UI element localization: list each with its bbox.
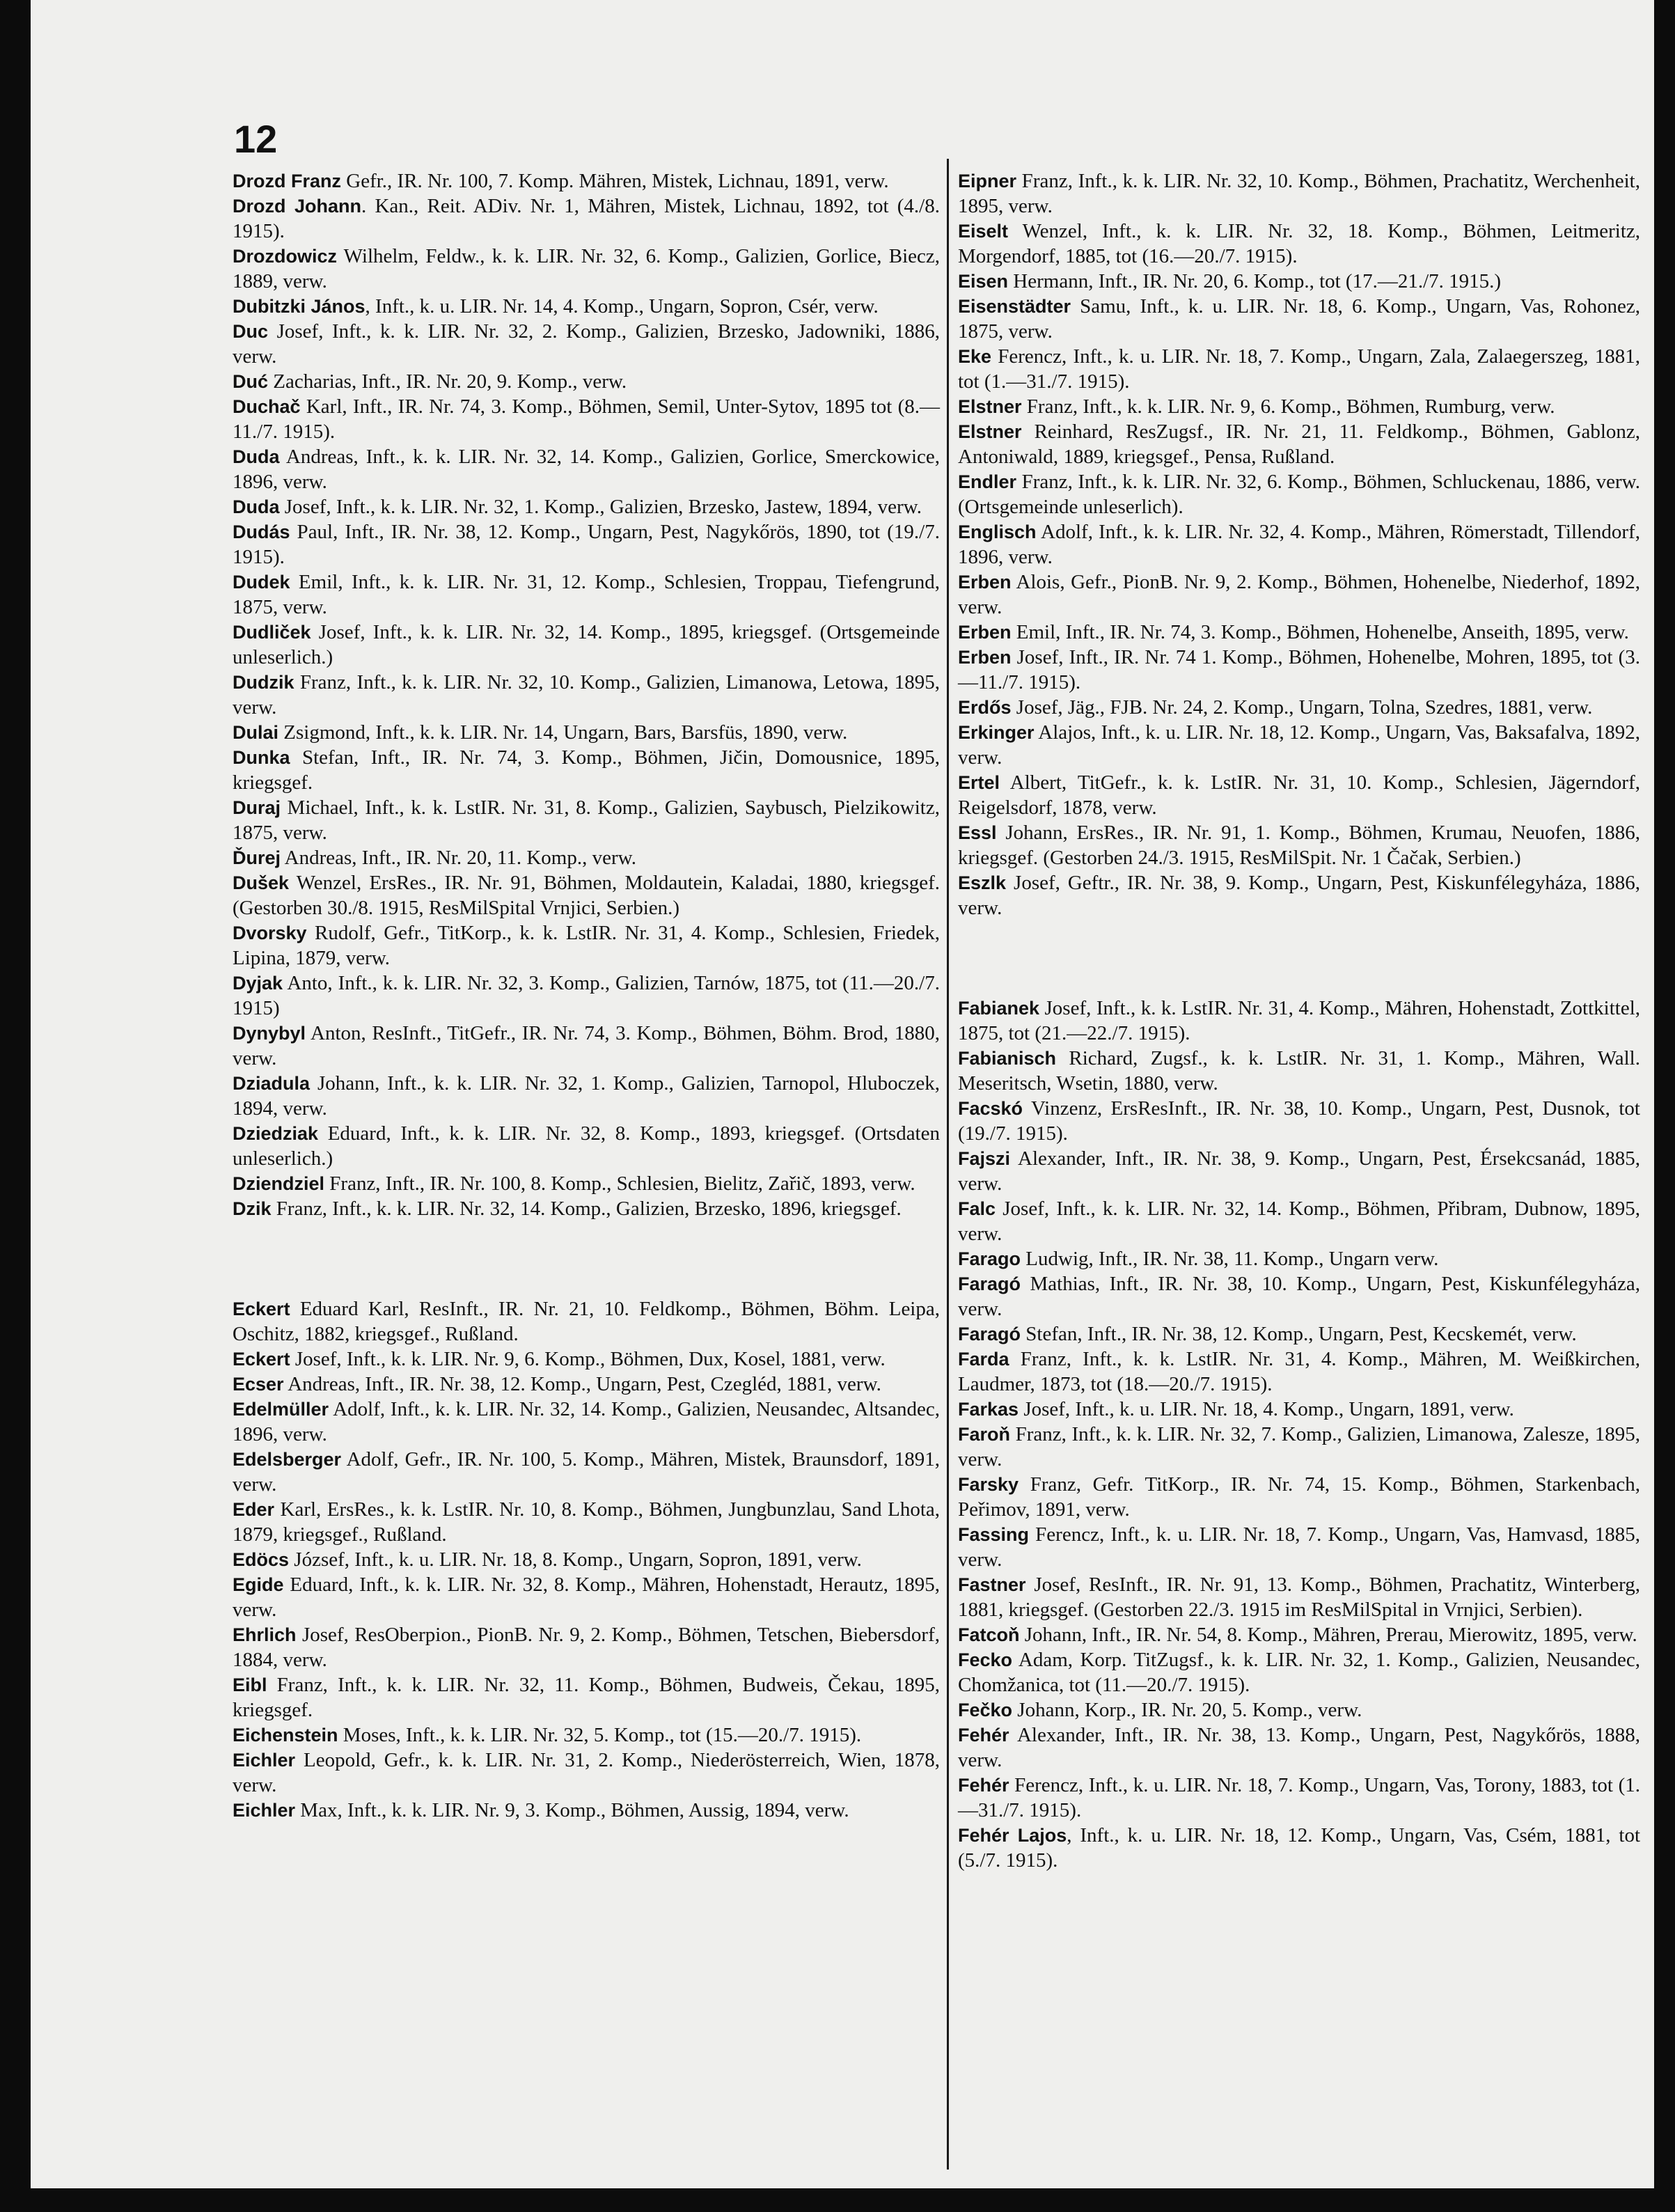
entry-group-e (958, 168, 1640, 920)
entry-details: Wenzel, ErsRes., IR. Nr. 91, Böhmen, Moldautein, Kaladai, 1880, kriegsgef. (Gestorben 30./8. 1915, ResMilSpital Vrnjici, Serbien.) (233, 872, 940, 919)
entry-surname: Ecser (233, 1374, 284, 1395)
entry-details: Josef, Inft., k. k. LstIR. Nr. 31, 4. Komp., Mähren, Hohenstadt, Zottkittel, 1875, tot (21.—22./7. 1915). (958, 997, 1640, 1044)
entry-details: Josef, ResInft., IR. Nr. 91, 13. Komp., Böhmen, Prachatitz, Winterberg, 1881, kriegsgef. (Gestorben 22./3. 1915 im ResMilSpital in Vrnjici, Serbien). (958, 1574, 1640, 1621)
list-item (233, 294, 940, 319)
entry-details: Ferencz, Inft., k. u. LIR. Nr. 18, 7. Komp., Ungarn, Vas, Torony, 1883, tot (1.—31./7. 1915). (958, 1774, 1640, 1821)
entry-surname: Elstner (958, 421, 1022, 442)
list-item (958, 1046, 1640, 1096)
list-item (958, 1572, 1640, 1622)
entry-details: Eduard, Inft., k. k. LIR. Nr. 32, 8. Komp., 1893, kriegsgef. (Ortsdaten unleserlich.) (233, 1122, 940, 1170)
entry-group-d (233, 168, 940, 1221)
list-item (958, 820, 1640, 870)
entry-surname: Faroň (958, 1424, 1011, 1445)
entry-details: Franz, Inft., k. k. LIR. Nr. 32, 7. Komp., Galizien, Limanowa, Zalesze, 1895, verw. (958, 1423, 1640, 1470)
entry-surname: Fatcoň (958, 1624, 1020, 1645)
entry-details: Franz, Inft., k. k. LIR. Nr. 32, 11. Komp., Böhmen, Budweis, Čekau, 1895, kriegsgef. (233, 1674, 940, 1721)
entry-details: Franz, Inft., k. k. LIR. Nr. 32, 10. Komp., Böhmen, Prachatitz, Werchenheit, 1895, verw. (958, 170, 1640, 217)
entry-group-e (233, 1296, 940, 1823)
list-item (233, 1672, 940, 1723)
list-item (958, 645, 1640, 695)
entry-details: Adam, Korp. TitZugsf., k. k. LIR. Nr. 32, 1. Komp., Galizien, Neusandec, Chomžanica, tot (11.—20./7. 1915). (958, 1649, 1640, 1696)
entry-surname: Fajszi (958, 1148, 1011, 1169)
list-item (958, 1622, 1640, 1647)
list-item (233, 1497, 940, 1547)
section-gap (958, 920, 1640, 996)
list-item (233, 319, 940, 369)
entry-details: Adolf, Inft., k. k. LIR. Nr. 32, 4. Komp., Mähren, Römerstadt, Tillendorf, 1896, verw. (958, 521, 1640, 568)
entry-details: Samu, Inft., k. u. LIR. Nr. 18, 6. Komp., Ungarn, Vas, Rohonez, 1875, verw. (958, 295, 1640, 343)
entry-details: Franz, Inft., k. k. LstIR. Nr. 31, 4. Komp., Mähren, M. Weißkirchen, Laudmer, 1873, tot (18.—20./7. 1915). (958, 1348, 1640, 1395)
list-item (233, 620, 940, 670)
list-item (958, 1472, 1640, 1522)
list-item (233, 519, 940, 570)
entry-details: Hermann, Inft., IR. Nr. 20, 6. Komp., tot (17.—21./7. 1915.) (1008, 270, 1502, 292)
list-item (233, 1572, 940, 1622)
list-item (233, 670, 940, 720)
entry-surname: Duć (233, 371, 269, 392)
entry-surname: Eibl (233, 1674, 267, 1695)
entry-details: Wilhelm, Feldw., k. k. LIR. Nr. 32, 6. Komp., Galizien, Gorlice, Biecz, 1889, verw. (233, 245, 940, 292)
entry-details: Moses, Inft., k. k. LIR. Nr. 32, 5. Komp., tot (15.—20./7. 1915). (338, 1724, 862, 1746)
list-item (958, 695, 1640, 720)
list-item (958, 294, 1640, 344)
entry-surname: Erdős (958, 697, 1012, 718)
list-item (958, 1697, 1640, 1723)
entry-surname: Dudek (233, 572, 290, 593)
entry-surname: Drozdowicz (233, 246, 338, 267)
column-divider (947, 159, 949, 2170)
entry-surname: Eiselt (958, 221, 1009, 242)
entry-details: Franz, Inft., k. k. LIR. Nr. 9, 6. Komp., Böhmen, Rumburg, verw. (1021, 395, 1555, 418)
list-item (233, 745, 940, 795)
entry-surname: Eckert (233, 1349, 290, 1370)
entry-details: Andreas, Inft., k. k. LIR. Nr. 32, 14. Komp., Galizien, Gorlice, Smerckowice, 1896, verw. (233, 446, 940, 493)
entry-surname: Fastner (958, 1574, 1026, 1595)
section-gap (233, 1221, 940, 1296)
entry-surname: Farkas (958, 1399, 1019, 1420)
entry-details: Josef, ResOberpion., PionB. Nr. 9, 2. Komp., Böhmen, Tetschen, Biebersdorf, 1884, verw. (233, 1624, 940, 1671)
entry-surname: Eke (958, 346, 992, 367)
list-item (233, 845, 940, 870)
list-item (233, 1071, 940, 1121)
entry-surname: Endler (958, 471, 1017, 492)
list-item (958, 1271, 1640, 1321)
entry-details: Albert, TitGefr., k. k. LstIR. Nr. 31, 10. Komp., Schlesien, Jägerndorf, Reigelsdorf, 1878, verw. (958, 771, 1640, 819)
entry-details: Karl, Inft., IR. Nr. 74, 3. Komp., Böhmen, Semil, Unter-Sytov, 1895 tot (8.—11./7. 1915). (233, 395, 940, 443)
entry-surname: Eisen (958, 271, 1009, 292)
entry-details: Zacharias, Inft., IR. Nr. 20, 9. Komp., verw. (268, 370, 627, 393)
list-item (233, 1547, 940, 1572)
list-item (233, 1723, 940, 1748)
list-item (958, 1647, 1640, 1697)
entry-surname: Eichler (233, 1750, 296, 1771)
entry-details: Ferencz, Inft., k. u. LIR. Nr. 18, 7. Komp., Ungarn, Vas, Hamvasd, 1885, verw. (958, 1523, 1640, 1571)
entry-details: Anton, ResInft., TitGefr., IR. Nr. 74, 3. Komp., Böhmen, Böhm. Brod, 1880, verw. (233, 1022, 940, 1069)
entry-surname: Erkinger (958, 722, 1035, 743)
entry-details: Johann, Inft., k. k. LIR. Nr. 32, 1. Komp., Galizien, Tarnopol, Hluboczek, 1894, verw. (233, 1072, 940, 1120)
entry-surname: Dziendziel (233, 1173, 325, 1194)
list-item (233, 244, 940, 294)
entry-details: Adolf, Gefr., IR. Nr. 100, 5. Komp., Mähren, Mistek, Braunsdorf, 1891, verw. (233, 1448, 940, 1496)
list-item (958, 1146, 1640, 1196)
list-item (958, 219, 1640, 269)
entry-details: Michael, Inft., k. k. LstIR. Nr. 31, 8. Komp., Galizien, Saybusch, Pielzikowitz, 1875, verw. (233, 797, 940, 844)
list-item (233, 1622, 940, 1672)
list-item (958, 269, 1640, 294)
entry-surname: Eichler (233, 1800, 296, 1821)
list-item (958, 1773, 1640, 1823)
list-item (233, 394, 940, 444)
list-item (958, 620, 1640, 645)
list-item (233, 1171, 940, 1196)
entry-details: Andreas, Inft., IR. Nr. 20, 11. Komp., verw. (281, 847, 636, 869)
entry-details: Josef, Inft., k. k. LIR. Nr. 32, 14. Komp., 1895, kriegsgef. (Ortsgemeinde unleserlich.) (233, 621, 940, 668)
entry-details: Zsigmond, Inft., k. k. LIR. Nr. 14, Ungarn, Bars, Barsfüs, 1890, verw. (278, 721, 848, 744)
entry-surname: Dziadula (233, 1073, 310, 1094)
entry-surname: Faragó (958, 1324, 1021, 1344)
entry-details: Johann, ErsRes., IR. Nr. 91, 1. Komp., Böhmen, Krumau, Neuofen, 1886, kriegsgef. (Gestorben 24./3. 1915, ResMilSpit. Nr. 1 Čačak, Serbien.) (958, 822, 1640, 869)
list-item (958, 1823, 1640, 1873)
entry-details: Vinzenz, ErsResInft., IR. Nr. 38, 10. Komp., Ungarn, Pest, Dusnok, tot (19./7. 1915). (958, 1097, 1640, 1145)
list-item (233, 194, 940, 244)
entry-surname: Erben (958, 647, 1012, 668)
entry-details: Johann, Inft., IR. Nr. 54, 8. Komp., Mähren, Prerau, Mierowitz, 1895, verw. (1019, 1624, 1637, 1646)
list-item (233, 795, 940, 845)
entry-details: Josef, Inft., IR. Nr. 74 1. Komp., Böhmen, Hohenelbe, Mohren, 1895, tot (3.—11./7. 1915). (958, 646, 1640, 693)
entry-surname: Elstner (958, 396, 1022, 417)
list-item (958, 570, 1640, 620)
entry-surname: Edelmüller (233, 1399, 329, 1420)
entry-surname: Eipner (958, 171, 1017, 191)
list-item (958, 720, 1640, 770)
list-item (958, 870, 1640, 920)
entry-details: Andreas, Inft., IR. Nr. 38, 12. Komp., Ungarn, Pest, Czegléd, 1881, verw. (283, 1373, 881, 1395)
entry-surname: Duda (233, 496, 280, 517)
list-item (958, 344, 1640, 394)
entry-details: . Kan., Reit. ADiv. Nr. 1, Mähren, Mistek, Lichnau, 1892, tot (4./8. 1915). (233, 195, 940, 242)
entry-surname: Duchač (233, 396, 301, 417)
entry-surname: Erben (958, 622, 1012, 643)
entry-details: Josef, Inft., k. u. LIR. Nr. 18, 4. Komp., Ungarn, 1891, verw. (1019, 1398, 1514, 1420)
entry-details: Wenzel, Inft., k. k. LIR. Nr. 32, 18. Komp., Böhmen, Leitmeritz, Morgendorf, 1885, tot (16.—20./7. 1915). (958, 220, 1640, 267)
list-item (958, 1196, 1640, 1246)
entry-surname: Dudás (233, 521, 290, 542)
entry-surname: Edelsberger (233, 1449, 342, 1470)
list-item (958, 394, 1640, 419)
list-item (958, 1321, 1640, 1347)
entry-group-f (958, 996, 1640, 1873)
list-item (233, 1447, 940, 1497)
list-item (233, 1121, 940, 1171)
entry-surname: Eckert (233, 1299, 290, 1319)
list-item (233, 870, 940, 920)
list-item (233, 1372, 940, 1397)
entry-details: Adolf, Inft., k. k. LIR. Nr. 32, 14. Komp., Galizien, Neusandec, Altsandec, 1896, verw. (233, 1398, 940, 1445)
list-item (233, 971, 940, 1021)
entry-details: Paul, Inft., IR. Nr. 38, 12. Komp., Ungarn, Pest, Nagykőrös, 1890, tot (19./7. 1915). (233, 521, 940, 568)
entry-surname: Fassing (958, 1524, 1030, 1545)
entry-details: Josef, Inft., k. k. LIR. Nr. 32, 14. Komp., Böhmen, Přibram, Dubnow, 1895, verw. (958, 1198, 1640, 1245)
entry-surname: Dudzik (233, 672, 294, 693)
entry-surname: Ehrlich (233, 1624, 297, 1645)
list-item (233, 1296, 940, 1347)
list-item (233, 1397, 940, 1447)
scan-border-bottom (0, 2188, 1675, 2212)
entry-details: , Inft., k. u. LIR. Nr. 18, 12. Komp., Ungarn, Vas, Csém, 1881, tot (5./7. 1915). (958, 1824, 1641, 1872)
entry-surname: Dušek (233, 872, 290, 893)
entry-details: Gefr., IR. Nr. 100, 7. Komp. Mähren, Mistek, Lichnau, 1891, verw. (341, 170, 889, 192)
list-item (233, 570, 940, 620)
entry-details: Mathias, Inft., IR. Nr. 38, 10. Komp., Ungarn, Pest, Kiskunfélegyháza, verw. (958, 1273, 1640, 1320)
entry-details: Stefan, Inft., IR. Nr. 74, 3. Komp., Böhmen, Jičin, Domousnice, 1895, kriegsgef. (233, 746, 940, 794)
entry-details: Ferencz, Inft., k. u. LIR. Nr. 18, 7. Komp., Ungarn, Zala, Zalaegerszeg, 1881, tot (1.—31./7. 1915). (958, 345, 1640, 393)
list-item (958, 1347, 1640, 1397)
list-item (233, 720, 940, 745)
entry-details: József, Inft., k. u. LIR. Nr. 18, 8. Komp., Ungarn, Sopron, 1891, verw. (289, 1548, 862, 1571)
page-number: 12 (234, 117, 278, 161)
list-item (233, 168, 940, 194)
list-item (233, 444, 940, 494)
scan-border-left (0, 0, 31, 2212)
entry-details: Franz, Inft., k. k. LIR. Nr. 32, 10. Komp., Galizien, Limanowa, Letowa, 1895, verw. (233, 671, 940, 719)
entry-surname: Fehér Lajos (958, 1825, 1067, 1846)
entry-surname: Falc (958, 1198, 996, 1219)
entry-details: Anto, Inft., k. k. LIR. Nr. 32, 3. Komp., Galizien, Tarnów, 1875, tot (11.—20./7. 1915) (233, 972, 940, 1019)
entry-surname: Fabianisch (958, 1048, 1057, 1069)
left-column (233, 168, 940, 1823)
entry-details: Alexander, Inft., IR. Nr. 38, 9. Komp., Ungarn, Pest, Érsekcsanád, 1885, verw. (958, 1147, 1640, 1195)
entry-surname: Fehér (958, 1775, 1009, 1796)
entry-surname: Eichenstein (233, 1725, 338, 1746)
entry-surname: Duraj (233, 797, 281, 818)
entry-surname: Dziedziak (233, 1123, 319, 1144)
entry-surname: Farsky (958, 1474, 1019, 1495)
list-item (233, 1196, 940, 1221)
entry-surname: Eszlk (958, 872, 1007, 893)
list-item (958, 1723, 1640, 1773)
entry-details: Josef, Inft., k. k. LIR. Nr. 32, 1. Komp., Galizien, Brzesko, Jastew, 1894, verw. (279, 496, 922, 518)
list-item (958, 168, 1640, 219)
list-item (958, 1522, 1640, 1572)
entry-details: Rudolf, Gefr., TitKorp., k. k. LstIR. Nr. 31, 4. Komp., Schlesien, Friedek, Lipina, 1879, verw. (233, 922, 940, 969)
entry-surname: Dubitzki János (233, 296, 365, 317)
entry-surname: Erben (958, 572, 1012, 593)
list-item (233, 1748, 940, 1798)
entry-surname: Dunka (233, 747, 290, 768)
entry-details: Ludwig, Inft., IR. Nr. 38, 11. Komp., Ungarn verw. (1021, 1248, 1439, 1270)
entry-details: Reinhard, ResZugsf., IR. Nr. 21, 11. Feldkomp., Böhmen, Gablonz, Antoniwald, 1889, kriegsgef., Pensa, Rußland. (958, 421, 1640, 468)
list-item (958, 1246, 1640, 1271)
list-item (233, 1798, 940, 1823)
entry-surname: Edöcs (233, 1549, 290, 1570)
list-item (958, 469, 1640, 519)
entry-surname: Eder (233, 1499, 275, 1520)
entry-details: Josef, Inft., k. k. LIR. Nr. 9, 6. Komp., Böhmen, Dux, Kosel, 1881, verw. (290, 1348, 886, 1370)
entry-surname: Drozd Johann (233, 196, 361, 217)
entry-details: Josef, Inft., k. k. LIR. Nr. 32, 2. Komp., Galizien, Brzesko, Jadowniki, 1886, verw. (233, 320, 940, 368)
entry-details: Karl, ErsRes., k. k. LstIR. Nr. 10, 8. Komp., Böhmen, Jungbunzlau, Sand Lhota, 1879, kriegsgef., Rußland. (233, 1498, 940, 1546)
entry-surname: Fehér (958, 1725, 1009, 1746)
entry-details: Franz, Inft., k. k. LIR. Nr. 32, 14. Komp., Galizien, Brzesko, 1896, kriegsgef. (271, 1198, 902, 1220)
entry-surname: Egide (233, 1574, 284, 1595)
entry-details: Eduard, Inft., k. k. LIR. Nr. 32, 8. Komp., Mähren, Hohenstadt, Herautz, 1895, verw. (233, 1574, 940, 1621)
entry-details: Alajos, Inft., k. u. LIR. Nr. 18, 12. Komp., Ungarn, Vas, Baksafalva, 1892, verw. (958, 721, 1640, 769)
entry-details: Eduard Karl, ResInft., IR. Nr. 21, 10. Feldkomp., Böhmen, Böhm. Leipa, Oschitz, 1882, kriegsgef., Rußland. (233, 1298, 940, 1345)
entry-surname: Farda (958, 1349, 1009, 1370)
entry-surname: Dvorsky (233, 923, 307, 943)
entry-surname: Eisenstädter (958, 296, 1071, 317)
entry-surname: Dyjak (233, 973, 283, 994)
entry-details: Alois, Gefr., PionB. Nr. 9, 2. Komp., Böhmen, Hohenelbe, Niederhof, 1892, verw. (958, 571, 1640, 618)
entry-surname: Fabianek (958, 998, 1040, 1019)
entry-surname: Essl (958, 822, 997, 843)
entry-surname: Dulai (233, 722, 279, 743)
list-item (233, 369, 940, 394)
entry-details: Max, Inft., k. k. LIR. Nr. 9, 3. Komp., Böhmen, Aussig, 1894, verw. (295, 1799, 849, 1821)
entry-details: , Inft., k. u. LIR. Nr. 14, 4. Komp., Ungarn, Sopron, Csér, verw. (365, 295, 879, 317)
entry-details: Johann, Korp., IR. Nr. 20, 5. Komp., verw. (1012, 1699, 1362, 1721)
right-column (958, 168, 1640, 1873)
entry-surname: Duda (233, 446, 280, 467)
list-item (233, 1021, 940, 1071)
entry-surname: Faragó (958, 1273, 1021, 1294)
entry-details: Josef, Geftr., IR. Nr. 38, 9. Komp., Ungarn, Pest, Kiskunfélegyháza, 1886, verw. (958, 872, 1640, 919)
list-item (958, 996, 1640, 1046)
entry-details: Franz, Inft., k. k. LIR. Nr. 32, 6. Komp., Böhmen, Schluckenau, 1886, verw. (Ortsgemeinde unleserlich). (958, 471, 1640, 518)
entry-surname: Drozd Franz (233, 171, 342, 191)
entry-surname: Dynybyl (233, 1023, 306, 1044)
list-item (958, 1422, 1640, 1472)
entry-surname: Ertel (958, 772, 1000, 793)
list-item (958, 1096, 1640, 1146)
entry-details: Leopold, Gefr., k. k. LIR. Nr. 31, 2. Komp., Niederösterreich, Wien, 1878, verw. (233, 1749, 940, 1796)
entry-surname: Facskó (958, 1098, 1023, 1119)
entry-surname: Englisch (958, 521, 1037, 542)
list-item (233, 494, 940, 519)
list-item (233, 920, 940, 971)
entry-surname: Fečko (958, 1700, 1013, 1720)
entry-surname: Fecko (958, 1649, 1013, 1670)
entry-surname: Duc (233, 321, 269, 342)
list-item (233, 1347, 940, 1372)
list-item (958, 770, 1640, 820)
list-item (958, 519, 1640, 570)
entry-surname: Dzik (233, 1198, 272, 1219)
scan-border-right (1654, 0, 1675, 2212)
entry-details: Stefan, Inft., IR. Nr. 38, 12. Komp., Ungarn, Pest, Kecskemét, verw. (1021, 1323, 1577, 1345)
entry-details: Josef, Jäg., FJB. Nr. 24, 2. Komp., Ungarn, Tolna, Szedres, 1881, verw. (1011, 696, 1593, 719)
entry-details: Franz, Gefr. TitKorp., IR. Nr. 74, 15. Komp., Böhmen, Starkenbach, Peřimov, 1891, verw. (958, 1473, 1640, 1521)
entry-details: Richard, Zugsf., k. k. LstIR. Nr. 31, 1. Komp., Mähren, Wall. Meseritsch, Wsetin, 1880, verw. (958, 1047, 1640, 1095)
list-item (958, 419, 1640, 469)
entry-details: Franz, Inft., IR. Nr. 100, 8. Komp., Schlesien, Bielitz, Zařič, 1893, verw. (324, 1172, 915, 1195)
list-item (958, 1397, 1640, 1422)
entry-surname: Dudliček (233, 622, 311, 643)
entry-surname: Ďurej (233, 847, 281, 868)
entry-details: Emil, Inft., k. k. LIR. Nr. 31, 12. Komp., Schlesien, Troppau, Tiefengrund, 1875, verw. (233, 571, 940, 618)
entry-details: Emil, Inft., IR. Nr. 74, 3. Komp., Böhmen, Hohenelbe, Anseith, 1895, verw. (1011, 621, 1629, 643)
entry-surname: Farago (958, 1248, 1021, 1269)
entry-details: Alexander, Inft., IR. Nr. 38, 13. Komp., Ungarn, Pest, Nagykőrös, 1888, verw. (958, 1724, 1640, 1771)
